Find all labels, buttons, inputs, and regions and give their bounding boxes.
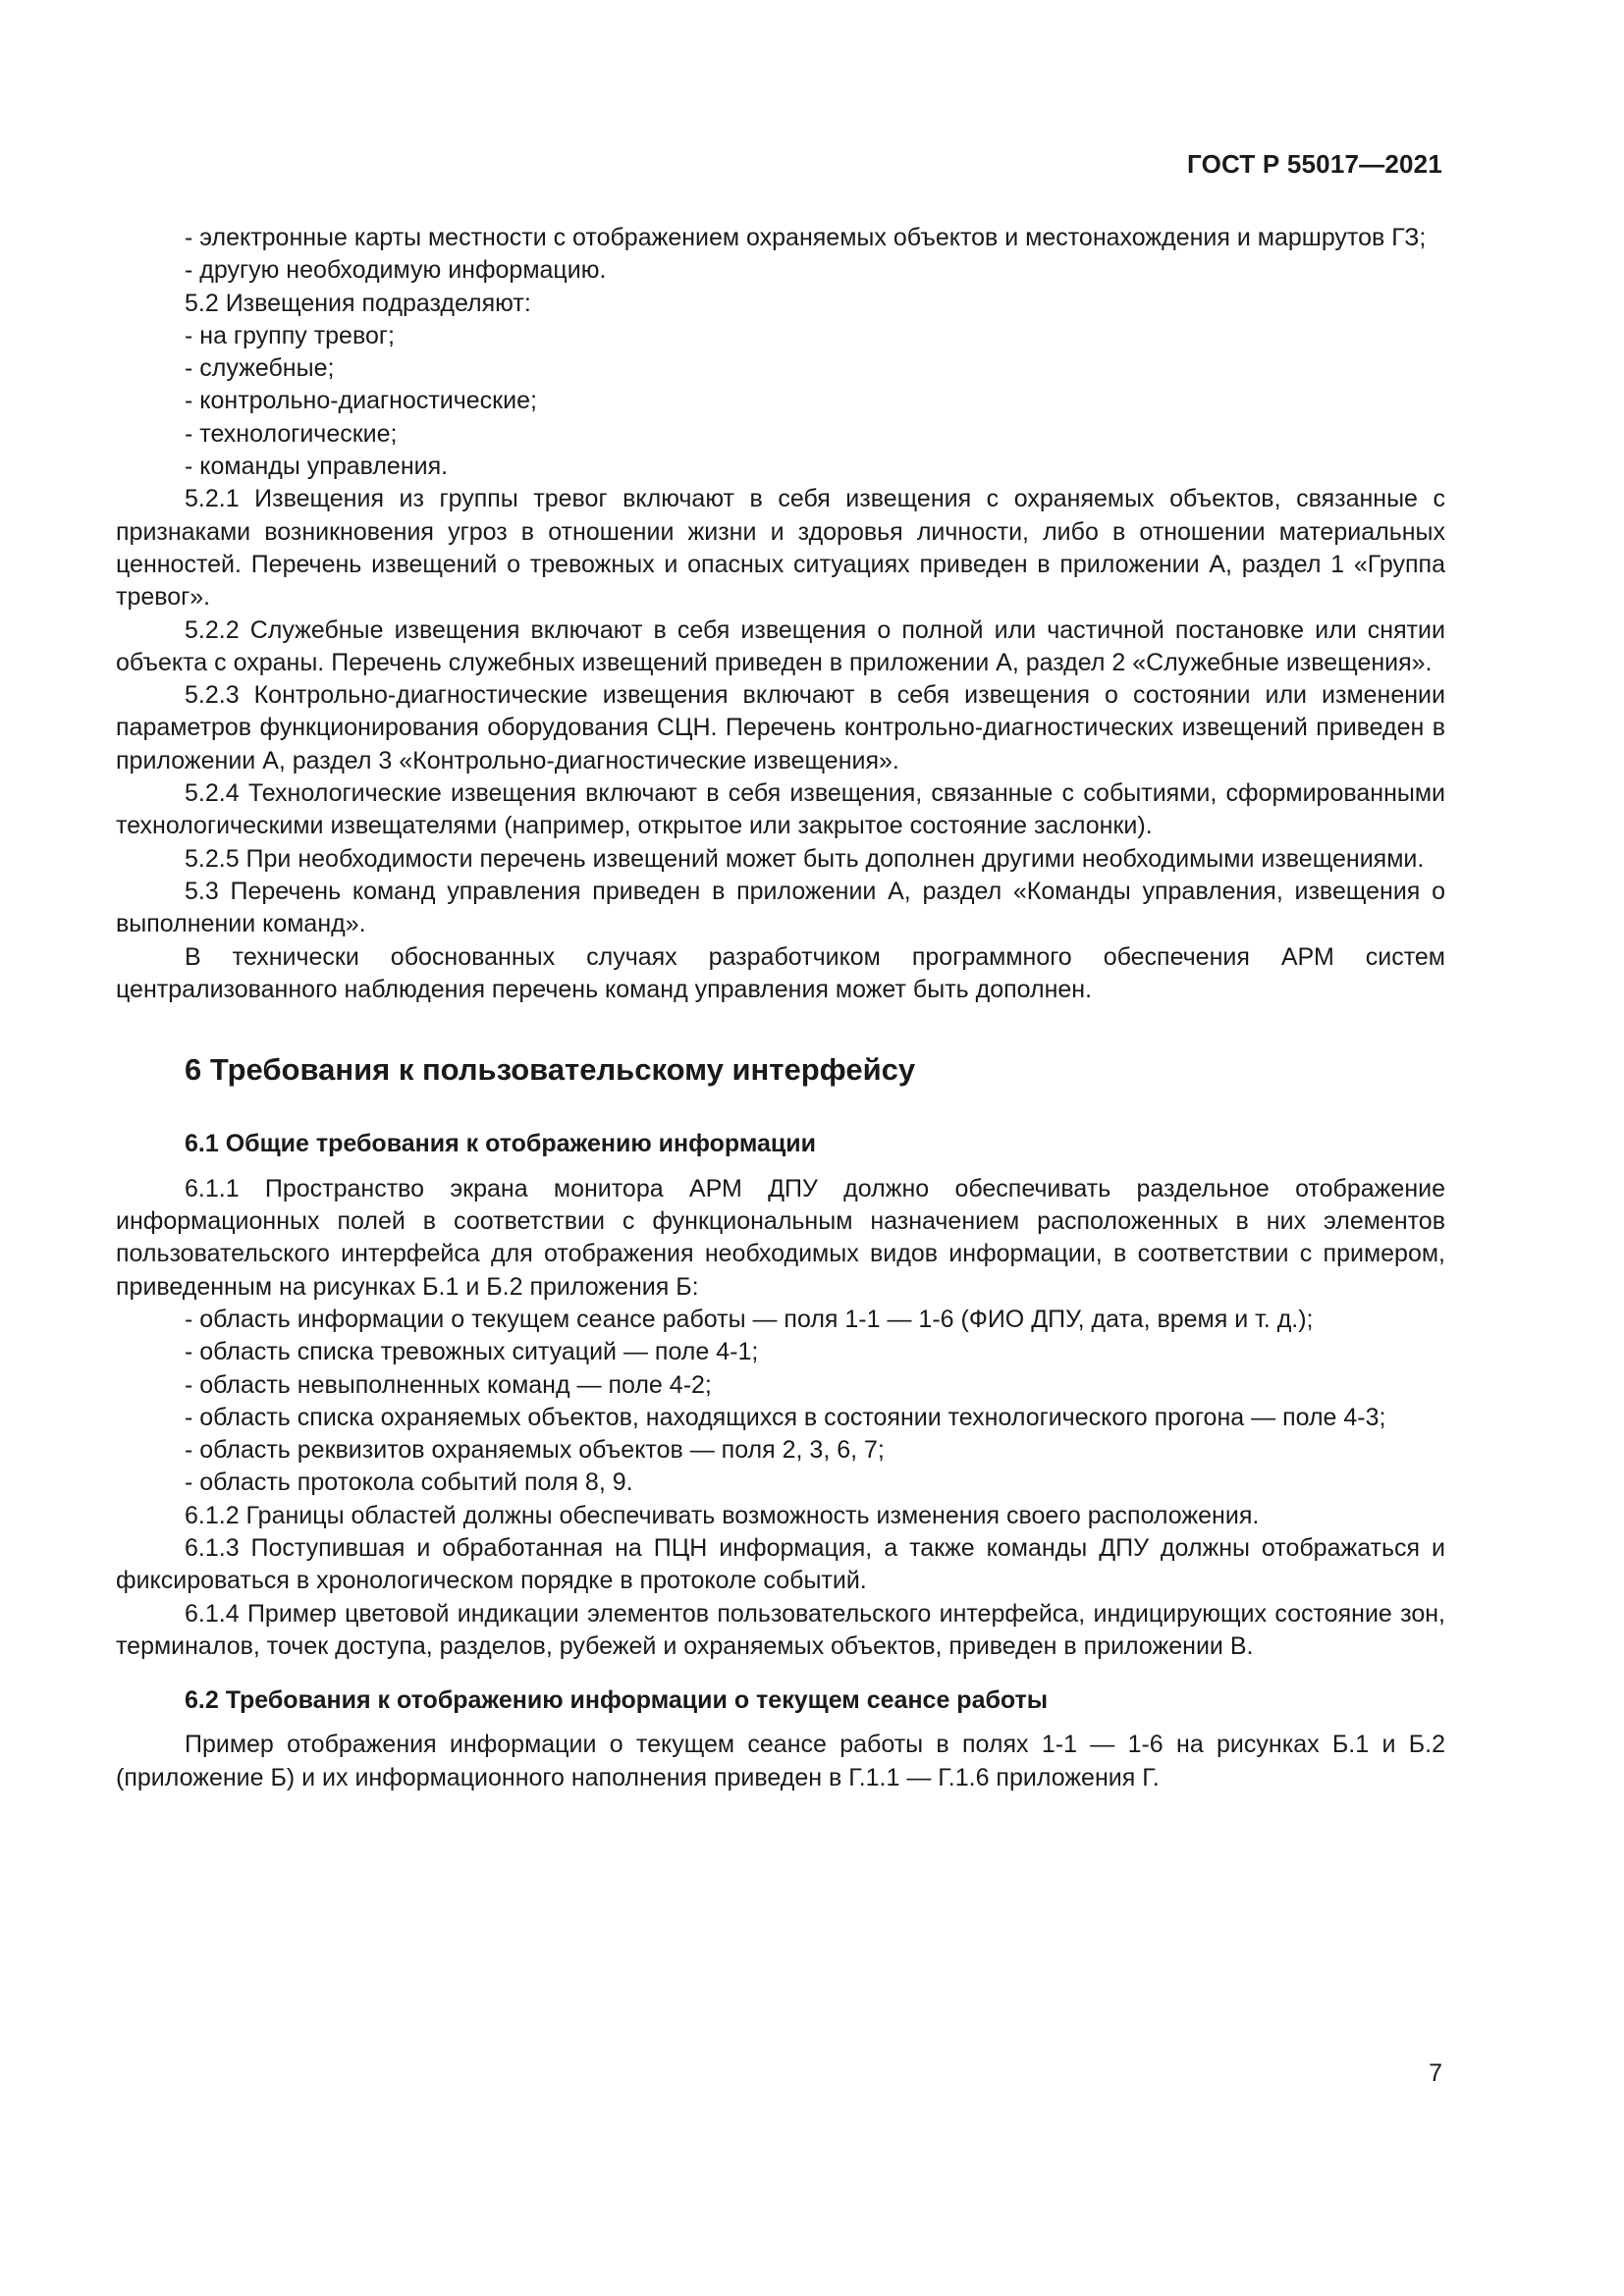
list-item: - другую необходимую информацию.: [185, 256, 607, 285]
paragraph: 5.2.5 При необходимости перечень извещений может быть дополнен другими необходимыми извещениями.: [185, 844, 1425, 873]
paragraph: 6.1.2 Границы областей должны обеспечивать возможность изменения своего расположения.: [185, 1501, 1260, 1529]
paragraph: 5.3 Перечень команд управления приведен в приложении А, раздел «Команды управления, извещения о выполнении команд».: [116, 877, 1445, 938]
list-item: - на группу тревог;: [185, 321, 395, 349]
paragraph: 6.1.3 Поступившая и обработанная на ПЦН информация, а также команды ДПУ должны отображаться и фиксироваться в хронологическом порядке в протоколе событий.: [116, 1533, 1445, 1595]
list-item: - область невыполненных команд — поле 4-2;: [185, 1370, 712, 1399]
paragraph: 5.2.4 Технологические извещения включают в себя извещения, связанные с событиями, сформированными технологическими извещателями (например, открытое или закрытое состояние заслонки).: [116, 779, 1445, 840]
document-body: [116, 222, 1445, 1794]
page-number: 7: [1429, 2059, 1442, 2087]
list-item: - область реквизитов охраняемых объектов — поля 2, 3, 6, 7;: [185, 1436, 885, 1465]
list-item: - электронные карты местности с отображением охраняемых объектов и местонахождения и маршрутов ГЗ;: [185, 224, 1427, 251]
list-item: - область информации о текущем сеансе работы — поля 1-1 — 1-6 (ФИО ДПУ, дата, время и т. д.);: [185, 1305, 1314, 1333]
paragraph: В технически обоснованных случаях разработчиком программного обеспечения АРМ систем централизованного наблюдения перечень команд управления может быть дополнен.: [116, 942, 1445, 1003]
paragraph: 5.2.1 Извещения из группы тревог включают в себя извещения с охраняемых объектов, связанные с признаками возникновения угроз в отношении жизни и здоровья личности, либо в отношении материальных ценностей. Перечень извещений о тревожных и опасных ситуациях приведен в приложении А, раздел 1 «Группа тревог».: [116, 485, 1445, 612]
list-item: - служебные;: [185, 354, 335, 383]
paragraph: 5.2 Извещения подразделяют:: [185, 289, 531, 317]
subsection-heading: 6.1 Общие требования к отображению информации: [185, 1130, 817, 1158]
paragraph: 6.1.1 Пространство экрана монитора АРМ ДПУ должно обеспечивать раздельное отображение информационных полей в соответствии с функциональным назначением расположенных в них элементов пользовательского интерфейса для отображения необходимых видов информации, в соответствии с примером, приведенным на рисунках Б.1 и Б.2 приложения Б:: [116, 1174, 1445, 1301]
list-item: - контрольно-диагностические;: [185, 387, 537, 415]
paragraph: 5.2.2 Служебные извещения включают в себя извещения о полной или частичной постановке или снятии объекта с охраны. Перечень служебных извещений приведен в приложении А, раздел 2 «Служебные извещения».: [116, 615, 1445, 676]
paragraph: Пример отображения информации о текущем сеансе работы в полях 1-1 — 1-6 на рисунках Б.1 и Б.2 (приложение Б) и их информационного наполнения приведен в Г.1.1 — Г.1.6 приложения Г.: [116, 1731, 1445, 1791]
list-item: - область списка тревожных ситуаций — поле 4-1;: [185, 1338, 759, 1366]
list-item: - команды управления.: [185, 453, 449, 481]
list-item: - технологические;: [185, 419, 398, 448]
paragraph: 6.1.4 Пример цветовой индикации элементов пользовательского интерфейса, индицирующих состояние зон, терминалов, точек доступа, разделов, рубежей и охраняемых объектов, приведен в приложении В.: [116, 1599, 1445, 1660]
section-heading: 6 Требования к пользовательскому интерфейсу: [185, 1052, 916, 1088]
list-item: - область протокола событий поля 8, 9.: [185, 1468, 633, 1497]
subsection-heading: 6.2 Требования к отображению информации о текущем сеансе работы: [185, 1686, 1049, 1715]
list-item: - область списка охраняемых объектов, находящихся в состоянии технологического прогона — поле 4-3;: [185, 1403, 1386, 1431]
paragraph: 5.2.3 Контрольно-диагностические извещения включают в себя извещения о состоянии или изменении параметров функционирования оборудования СЦН. Перечень контрольно-диагностических извещений приведен в приложении А, раздел 3 «Контрольно-диагностические извещения».: [116, 681, 1445, 774]
document-header: ГОСТ Р 55017—2021: [1187, 149, 1442, 179]
